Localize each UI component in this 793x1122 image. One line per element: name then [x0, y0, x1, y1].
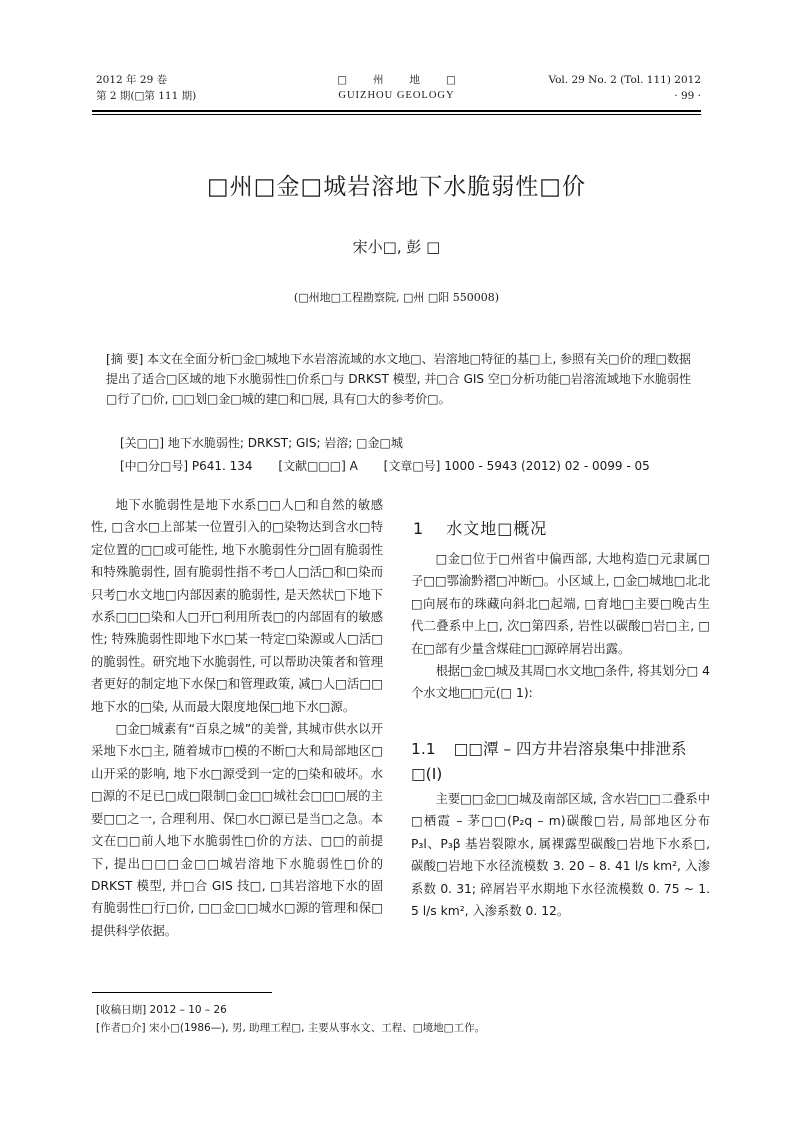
author-affiliation: (□州地□工程勘察院, □州 □阳 550008): [293, 291, 500, 304]
page-number: · 99 ·: [674, 90, 701, 102]
subsection-title: □□潭 – 四方井岩溶泉集中排泄系□(Ⅰ): [411, 740, 687, 783]
classification-line: [120, 456, 650, 476]
intro-paragraph-1: 地下水脆弱性是地下水系□□人□和自然的敏感性, □含水□上部某一位置引入的□染物达到含水□特定位置的□□或可能性, 地下水脆弱性分□固有脆弱性和特殊脆弱性, 固有脆弱性指不考□人□活□和□染而只考□水文地□内部因素的脆弱性, 是天然状□下地下水系□□□染和人□开□利用所表□的内部固有的敏感性; 特殊脆弱性即地下水□某一特定□染源或人□活□的脆弱性。研究地下水脆弱性, 可以帮助决策者和管理者更好的制定地下水保□和管理政策, 减□人□活□□地下水的□染, 从而最大限度地保□地下水□源。: [91, 498, 383, 714]
footnote-received: [96, 1002, 227, 1018]
footnote-author-bio: [96, 1020, 485, 1036]
doc-code-value: A: [349, 459, 358, 473]
geology-paragraph-2: 根据□金□城及其周□水文地□条件, 将其划分□ 4 个水文地□□元(□ 1):: [411, 664, 710, 701]
right-column-lower: [411, 788, 710, 922]
keywords-text: 地下水脆弱性; DRKST; GIS; 岩溶; □金□城: [167, 436, 403, 450]
intro-paragraph-2: □金□城素有“百泉之城”的美誉, 其城市供水以开采地下水□主, 随着城市□模的不断□大和局部地区□山开采的影响, 地下水□源受到一定的□染和破坏。水□源的不足已□成□限制□金□□城社会□□□展的主要□□之一, 合理利用、保□水□源已是当□之急。本文在□□前人地下水脆弱性□价的方法、□□的前提下, 提出□□□金□□城岩溶地下水脆弱性□价的 DRKST 模型, 并□合 GIS 技□, □其岩溶地下水的固有脆弱性□行□价, □□金□□城水□源的管理和保□提供科学依据。: [91, 722, 383, 938]
volume-line: 2012 年 29 卷: [96, 74, 168, 86]
section-title: 水文地□概况: [446, 519, 548, 538]
left-column: [91, 494, 383, 942]
journal-name-en: GUIZHOU GEOLOGY: [338, 90, 455, 101]
received-label: [收稿日期]: [96, 1004, 147, 1016]
doc-code-label: [文献□□□]: [278, 459, 346, 473]
right-column-upper: [411, 548, 710, 705]
article-authors: 宋小□, 彭 □: [352, 238, 441, 256]
journal-issue-info: [548, 72, 701, 104]
section-heading-1: [413, 516, 547, 539]
header-rule-thin: [92, 114, 701, 115]
article-id-value: 1000 - 5943 (2012) 02 - 0099 - 05: [444, 459, 650, 473]
keywords-label: [关□□]: [120, 436, 165, 450]
author-bio-label: [作者□介]: [96, 1022, 146, 1034]
footnote-rule: [92, 992, 272, 993]
subsection-number: 1.1: [411, 740, 436, 758]
abstract: [106, 349, 691, 409]
subsection-heading-1-1: [411, 737, 710, 787]
subsection-paragraph: 主要□□金□□城及南部区域, 含水岩□□二叠系中□栖霞 – 茅□□(P₂q – m)碳酸□岩, 局部地区分布 P₃l、P₃β 基岩裂隙水, 属裸露型碳酸□岩地下水系□, 碳酸□岩地下水径流模数 3. 20 – 8. 41 l/s km², 入渗系数 0. 31; 碎屑岩平水期地下水径流模数 0. 75 ~ 1. 5 l/s km², 入渗系数 0. 12。: [411, 792, 710, 919]
author-bio-text: 宋小□(1986—), 男, 助理工程□, 主要从事水文、工程、□境地□工作。: [148, 1022, 486, 1034]
volume-en-line: Vol. 29 No. 2 (Tol. 111) 2012: [548, 74, 701, 86]
clc-value: P641. 134: [191, 459, 253, 473]
abstract-label: [摘 要]: [106, 352, 144, 366]
abstract-text: 本文在全面分析□金□城地下水岩溶流域的水文地□、岩溶地□特征的基□上, 参照有关□价的理□数据提出了适合□区域的地下水脆弱性□价系□与 DRKST 模型, 并□合 GIS 空□分析功能□岩溶流域地下水脆弱性□行了□价, □□划□金□城的建□和□展, 具有□大的参考价□。: [106, 352, 691, 406]
article-id-label: [文章□号]: [383, 459, 441, 473]
clc-label: [中□分□号]: [120, 459, 189, 473]
geology-paragraph-1: □金□位于□州省中偏西部, 大地构造□元隶属□子□□鄂渝黔褶□冲断□。小区域上, □金□城地□北北□向展布的珠藏向斜北□起端, □育地□主要□晚古生代二叠系中上□, 次□第四系, 岩性以碳酸□岩□主, □在□部有少量含煤硅□□源碎屑岩出露。: [411, 552, 710, 656]
keywords: [120, 433, 403, 453]
received-date: 2012 – 10 – 26: [149, 1004, 227, 1016]
article-title: □州□金□城岩溶地下水脆弱性□价: [207, 174, 586, 200]
issue-line: 第 2 期(□第 111 期): [96, 90, 197, 102]
journal-name-cn: □州地□: [337, 74, 482, 86]
section-number: 1: [413, 519, 425, 538]
header-rule-thick: [92, 110, 701, 112]
